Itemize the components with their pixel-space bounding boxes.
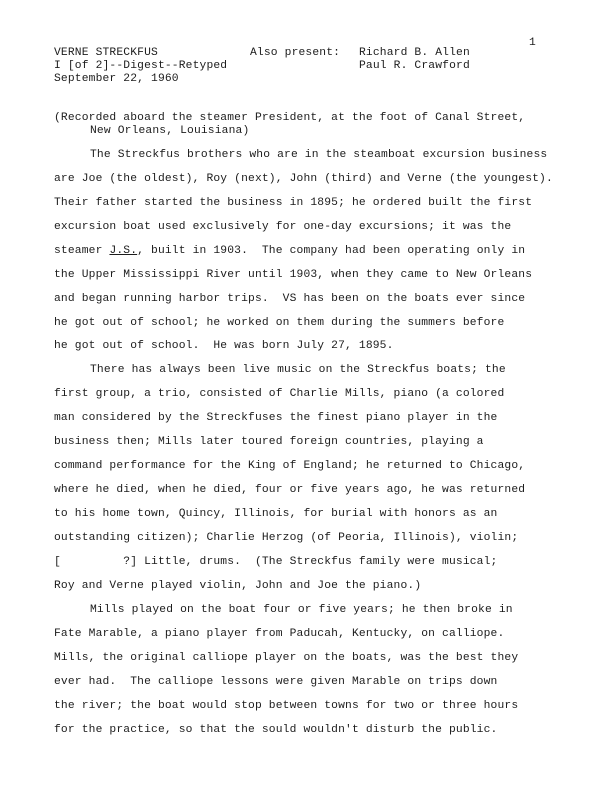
body-line (54, 244, 525, 258)
location-note-line: New Orleans, Louisiana) (90, 125, 250, 137)
body-line: man considered by the Streckfuses the finest piano player in the (54, 412, 498, 424)
body-line: the river; the boat would stop between towns for two or three hours (54, 700, 519, 712)
body-line: Roy and Verne played violin, John and Joe the piano.) (54, 580, 422, 592)
body-line: the Upper Mississippi River until 1903, when they came to New Orleans (54, 269, 533, 281)
interviewee-name: VERNE STRECKFUS (54, 47, 158, 59)
reel-info: I [of 2]--Digest--Retyped (54, 60, 228, 72)
body-line: excursion boat used exclusively for one-day excursions; it was the (54, 221, 512, 233)
body-line: and began running harbor trips. VS has been on the boats ever since (54, 293, 526, 305)
body-text: , built in 1903. The company had been operating only in (137, 245, 526, 257)
body-line: are Joe (the oldest), Roy (next), John (third) and Verne (the youngest). (54, 173, 553, 185)
body-line: ever had. The calliope lessons were given Marable on trips down (54, 676, 498, 688)
body-line: Their father started the business in 1895; he ordered built the first (54, 197, 533, 209)
body-line: he got out of school; he worked on them during the summers before (54, 317, 505, 329)
body-line: Fate Marable, a piano player from Paducah, Kentucky, on calliope. (54, 628, 505, 640)
body-line: Mills played on the boat four or five years; he then broke in (90, 604, 513, 616)
body-line: first group, a trio, consisted of Charlie Mills, piano (a colored (54, 388, 505, 400)
body-line: outstanding citizen); Charlie Herzog (of Peoria, Illinois), violin; (54, 532, 519, 544)
body-line: command performance for the King of England; he returned to Chicago, (54, 460, 526, 472)
body-line: Mills, the original calliope player on the boats, was the best they (54, 652, 519, 664)
body-line: business then; Mills later toured foreign countries, playing a (54, 436, 484, 448)
page-number: 1 (529, 37, 536, 49)
body-line: he got out of school. He was born July 27, 1895. (54, 340, 394, 352)
also-present-2: Paul R. Crawford (359, 60, 470, 72)
interview-date: September 22, 1960 (54, 73, 179, 85)
location-note-line: (Recorded aboard the steamer President, at the foot of Canal Street, (54, 112, 526, 124)
body-line: for the practice, so that the sould wouldn't disturb the public. (54, 724, 498, 736)
also-present-1: Richard B. Allen (359, 47, 470, 59)
body-line: There has always been live music on the Streckfus boats; the (90, 364, 506, 376)
body-line: where he died, when he died, four or five years ago, he was returned (54, 484, 526, 496)
body-line: [ ?] Little, drums. (The Streckfus family were musical; (54, 556, 498, 568)
also-present-label: Also present: (250, 47, 341, 59)
boat-name-underlined: J.S. (109, 245, 138, 257)
body-text: steamer (54, 245, 110, 257)
body-line: The Streckfus brothers who are in the steamboat excursion business (90, 149, 548, 161)
body-line: to his home town, Quincy, Illinois, for burial with honors as an (54, 508, 498, 520)
